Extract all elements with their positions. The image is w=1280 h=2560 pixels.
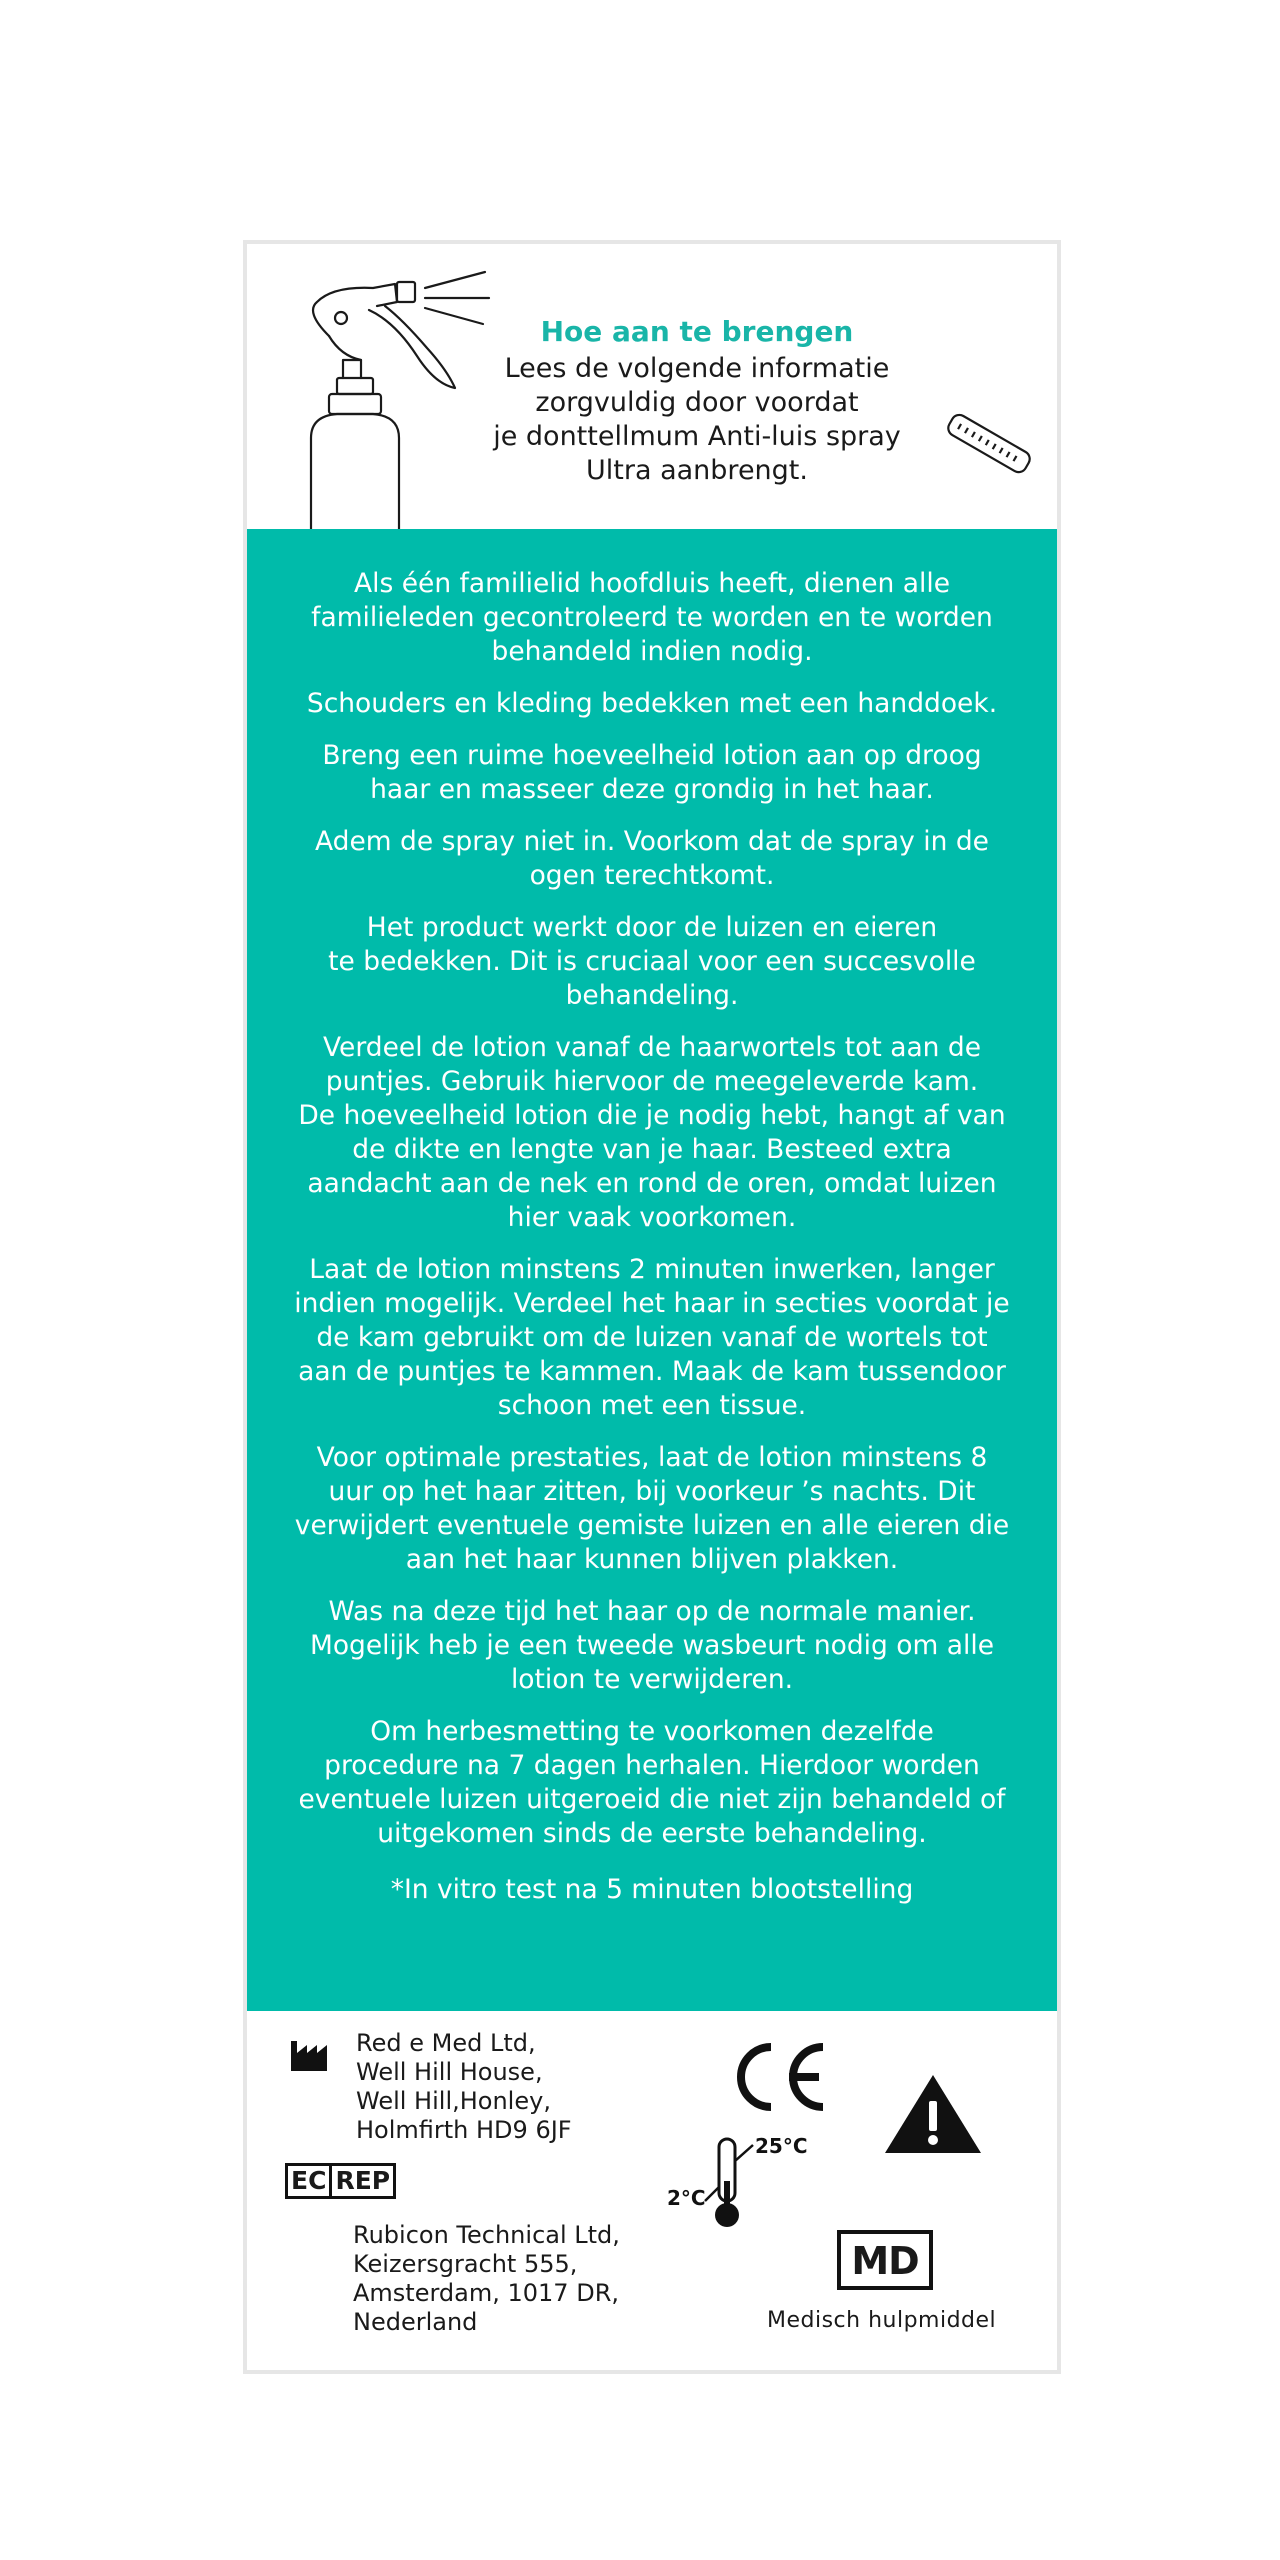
address-line: Nederland <box>353 2308 478 2336</box>
footnote: *In vitro test na 5 minuten blootstelling <box>390 1874 914 1905</box>
manufacturer-address <box>356 2029 572 2145</box>
instruction-paragraph <box>277 1715 1027 1851</box>
header-intro <box>447 352 947 488</box>
regulatory-section <box>247 2011 1057 2370</box>
instruction-paragraph <box>277 825 1027 893</box>
medical-device-caption: Medisch hulpmiddel <box>767 2308 997 2333</box>
instruction-line: ogen terechtkomt. <box>529 860 775 891</box>
instruction-line: Mogelijk heb je een tweede wasbeurt nodig om alle <box>309 1630 995 1661</box>
header-section <box>247 244 1057 529</box>
instruction-line: de dikte en lengte van je haar. Besteed extra <box>352 1134 952 1165</box>
instruction-line: haar en masseer deze grondig in het haar. <box>370 774 934 805</box>
instruction-line: Voor optimale prestaties, laat de lotion minstens 8 <box>316 1442 988 1473</box>
medical-device-symbol: MD <box>837 2230 933 2290</box>
instruction-line: Schouders en kleding bedekken met een handdoek. <box>306 688 998 719</box>
address-line: Rubicon Technical Ltd, <box>353 2221 620 2249</box>
instruction-line: Het product werkt door de luizen en eieren <box>366 912 938 943</box>
instruction-paragraph <box>277 567 1027 669</box>
address-line: Amsterdam, 1017 DR, <box>353 2279 619 2307</box>
instruction-line: aandacht aan de nek en rond de oren, omdat luizen <box>307 1168 997 1199</box>
warning-triangle-icon <box>883 2073 983 2155</box>
address-line: Red e Med Ltd, <box>356 2029 536 2057</box>
instruction-paragraph <box>277 1031 1027 1235</box>
instruction-line: Adem de spray niet in. Voorkom dat de spray in de <box>315 826 989 857</box>
address-line: Holmfirth HD9 6JF <box>356 2116 572 2144</box>
instructions-section <box>247 529 1057 2011</box>
address-line: Well Hill House, <box>356 2058 543 2086</box>
instruction-line: indien mogelijk. Verdeel het haar in secties voordat je <box>294 1288 1010 1319</box>
comb-icon <box>937 402 1037 492</box>
instruction-line: aan de puntjes te kammen. Maak de kam tussendoor <box>298 1356 1006 1387</box>
instruction-paragraph <box>277 687 1027 721</box>
instruction-paragraph <box>277 1595 1027 1697</box>
instruction-line: Om herbesmetting te voorkomen dezelfde <box>370 1716 934 1747</box>
instruction-line: lotion te verwijderen. <box>510 1664 794 1695</box>
temp-max-label: 25°C <box>755 2134 808 2158</box>
temp-min-label: 2°C <box>667 2186 706 2210</box>
instruction-line: familieleden gecontroleerd te worden en te worden <box>311 602 993 633</box>
address-line: Well Hill,Honley, <box>356 2087 551 2115</box>
instruction-line: hier vaak voorkomen. <box>507 1202 797 1233</box>
instruction-line: de kam gebruikt om de luizen vanaf de wortels tot <box>316 1322 988 1353</box>
instruction-line: eventuele luizen uitgeroeid die niet zijn behandeld of <box>298 1784 1006 1815</box>
instruction-line: Verdeel de lotion vanaf de haarwortels tot aan de <box>322 1032 982 1063</box>
instruction-leaflet-panel <box>243 240 1061 2374</box>
header-intro-line: Lees de volgende informatie <box>504 353 890 384</box>
header-intro-line: je donttellmum Anti-luis spray <box>493 421 901 452</box>
header-title: Hoe aan te brengen <box>540 315 854 348</box>
instruction-line: uur op het haar zitten, bij voorkeur ’s nachts. Dit <box>328 1476 976 1507</box>
instruction-line: behandeling. <box>565 980 739 1011</box>
instruction-line: te bedekken. Dit is cruciaal voor een succesvolle <box>328 946 976 977</box>
instruction-line: Als één familielid hoofdluis heeft, dienen alle <box>354 568 950 599</box>
instruction-line: Laat de lotion minstens 2 minuten inwerken, langer <box>309 1254 995 1285</box>
instruction-line: procedure na 7 dagen herhalen. Hierdoor worden <box>324 1750 980 1781</box>
instruction-line: puntjes. Gebruik hiervoor de meegeleverde kam. <box>325 1066 979 1097</box>
ec-rep-badge-right: REP <box>332 2163 396 2199</box>
instruction-paragraph <box>277 1253 1027 1423</box>
ce-mark-icon <box>725 2041 831 2113</box>
instruction-line: uitgekomen sinds de eerste behandeling. <box>377 1818 927 1849</box>
instruction-line: De hoeveelheid lotion die je nodig hebt, hangt af van <box>298 1100 1006 1131</box>
instruction-line: Breng een ruime hoeveelheid lotion aan op droog <box>322 740 982 771</box>
instruction-paragraph <box>277 1441 1027 1577</box>
instruction-line: verwijdert eventuele gemiste luizen en alle eieren die <box>294 1510 1010 1541</box>
ec-rep-badge <box>285 2163 396 2199</box>
instruction-paragraph <box>277 911 1027 1013</box>
header-intro-line: zorgvuldig door voordat <box>535 387 859 418</box>
ec-rep-badge-left: EC <box>285 2163 332 2199</box>
instruction-line: Was na deze tijd het haar op de normale manier. <box>328 1596 976 1627</box>
manufacturer-factory-icon <box>289 2037 333 2071</box>
instruction-line: behandeld indien nodig. <box>491 636 813 667</box>
instruction-line: aan het haar kunnen blijven plakken. <box>405 1544 899 1575</box>
temperature-limit-icon <box>667 2133 817 2233</box>
instruction-paragraph <box>277 739 1027 807</box>
instruction-line: schoon met een tissue. <box>497 1390 807 1421</box>
address-line: Keizersgracht 555, <box>353 2250 578 2278</box>
header-intro-line: Ultra aanbrengt. <box>586 455 808 486</box>
ec-rep-address <box>353 2221 620 2337</box>
